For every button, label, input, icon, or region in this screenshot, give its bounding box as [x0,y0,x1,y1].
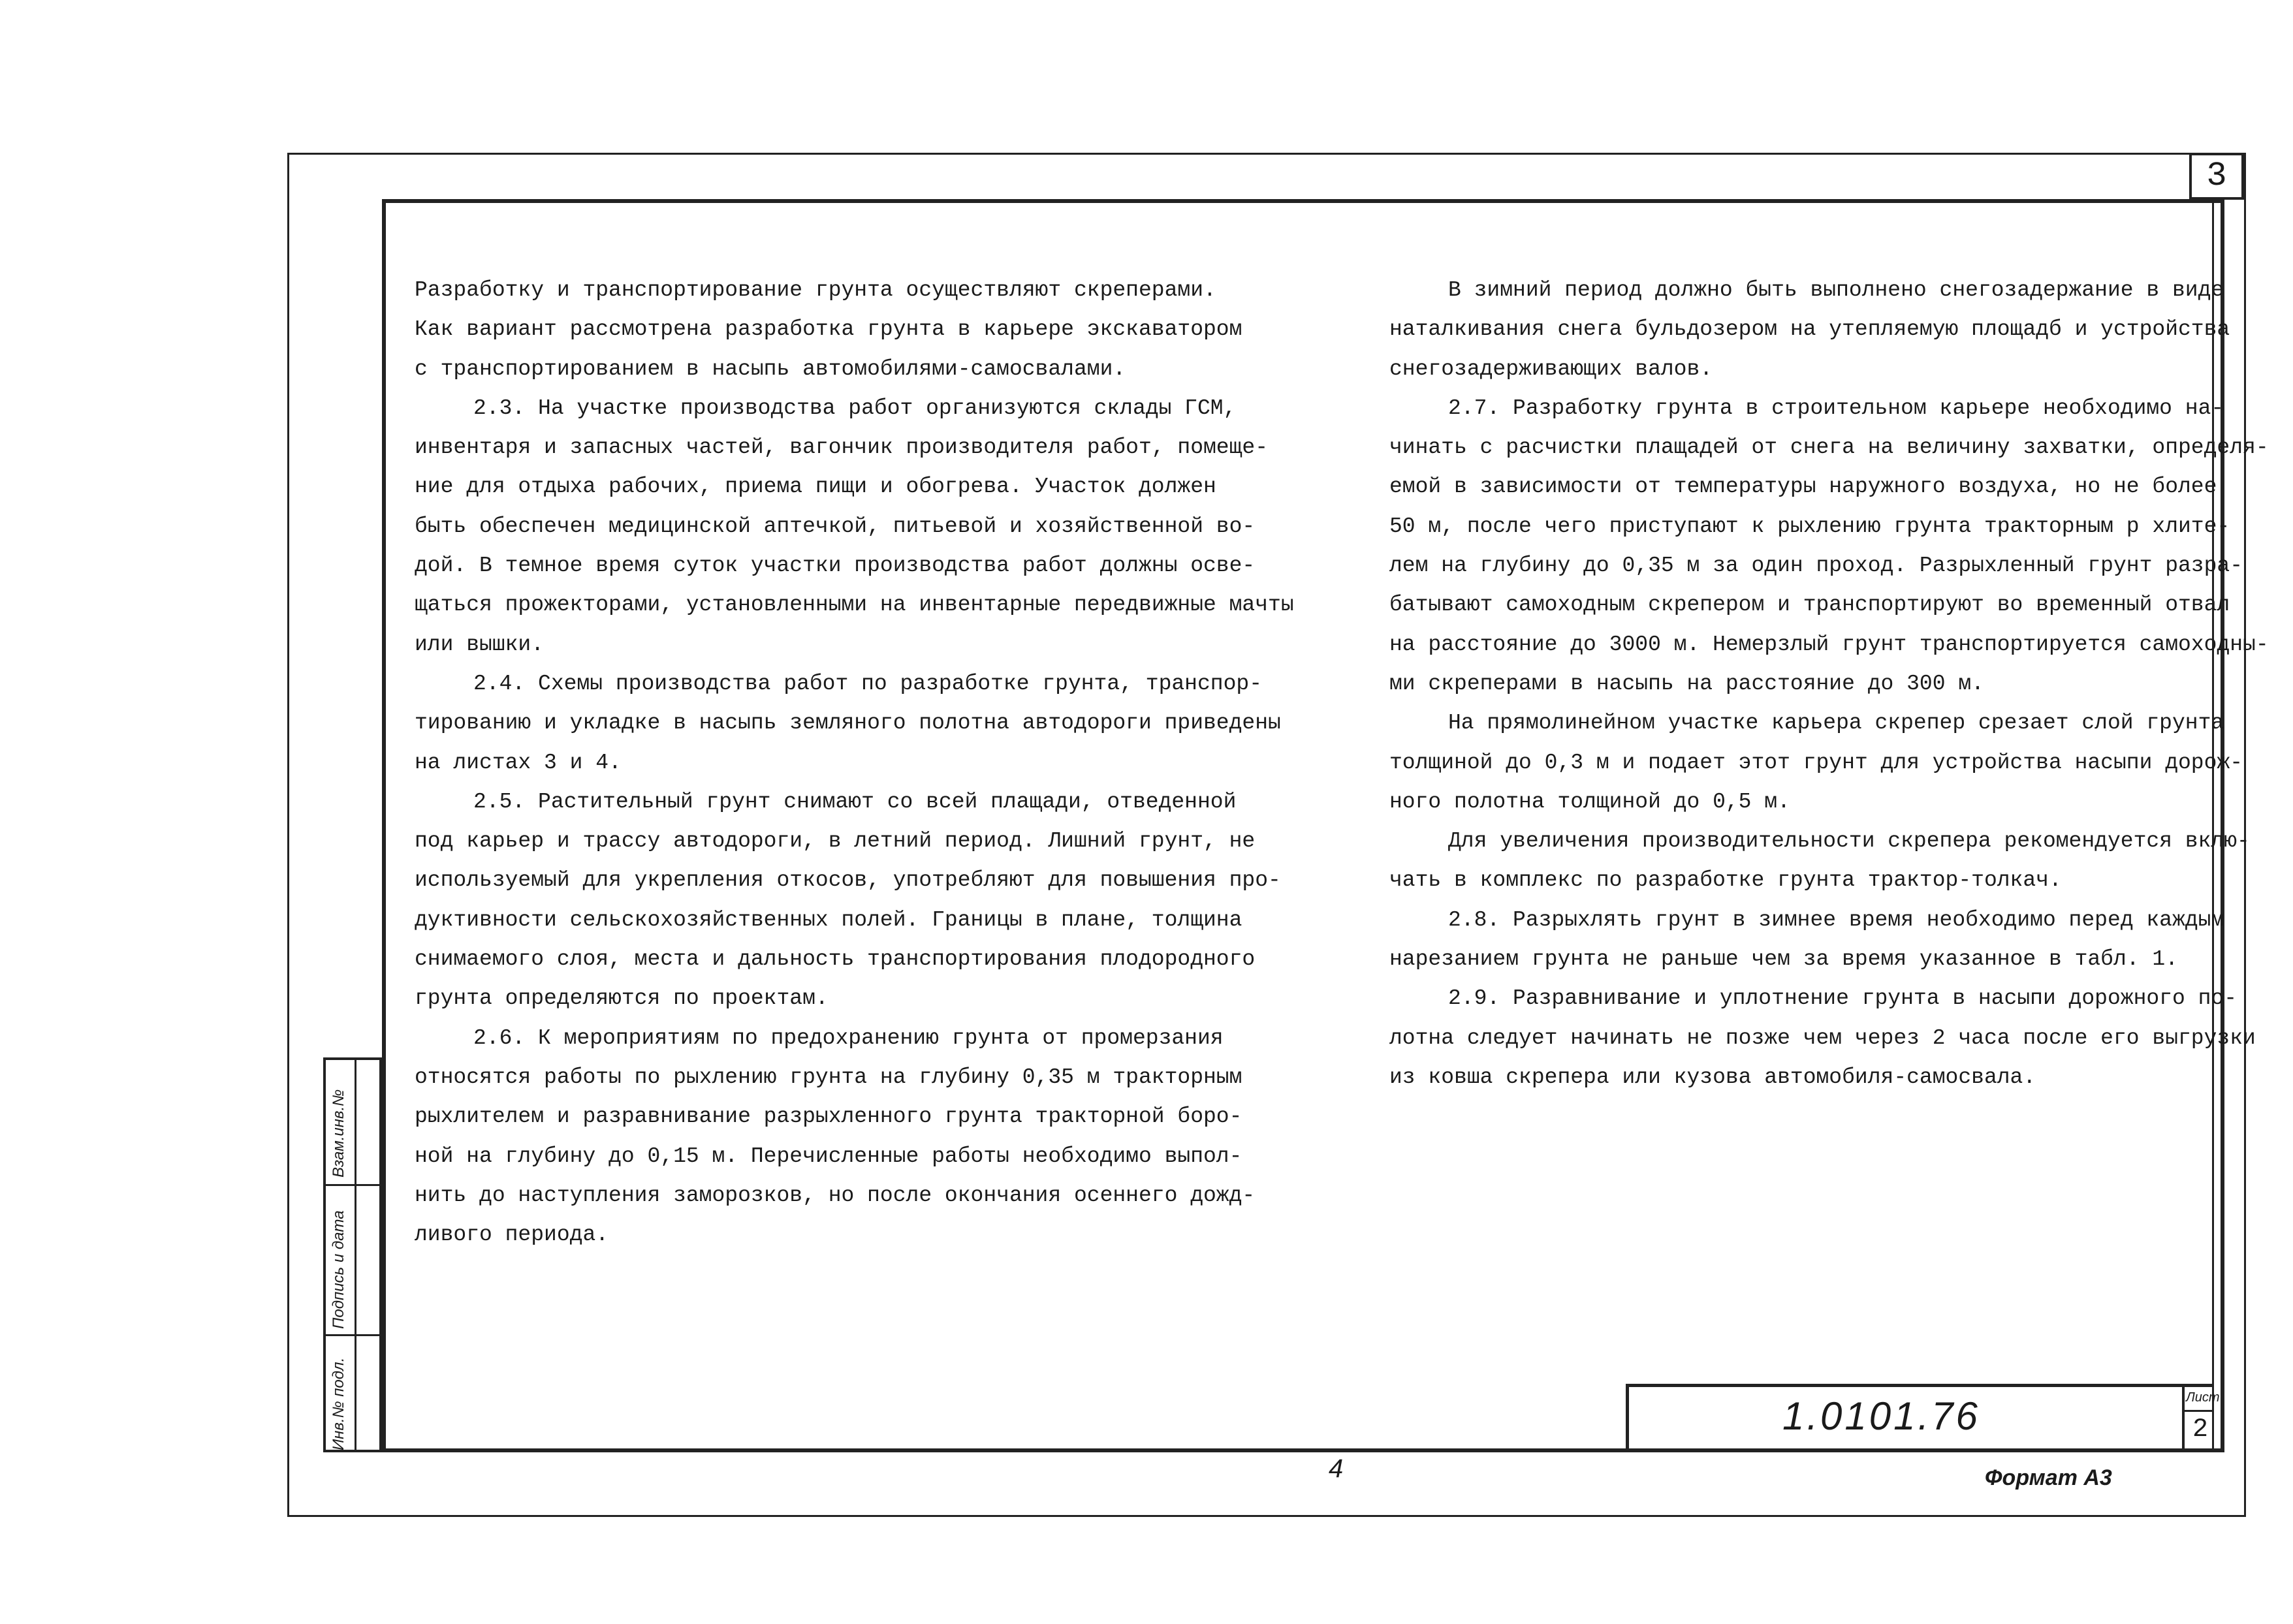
text-line: Как вариант рассмотрена разработка грунта в карьере экскаватором [415,317,1242,342]
vzam-inv-label: Взам.инв.№ [330,1089,347,1178]
text-line: снегозадерживающих валов. [1389,356,1713,381]
text-line: 2.4. Схемы производства работ по разработке грунта, транспор- [473,671,1262,696]
podpis-data-label: Подпись и дата [330,1210,347,1329]
text-line: или вышки. [415,632,545,657]
text-line: емой в зависимости от температуры наружного воздуха, но не более [1389,475,2217,499]
text-line: инвентаря и запасных частей, вагончик производителя работ, помеще- [415,435,1269,460]
text-line: 2.8. Разрыхлять грунт в зимнее время необходимо перед каждым [1448,907,2224,932]
sheet-box-divider [2182,1410,2212,1412]
text-line: В зимний период должно быть выполнено снегозадержание в виде [1448,278,2224,302]
side-stamp [323,1057,382,1452]
text-line: ние для отдыха рабочих, приема пищи и обогрева. Участок должен [415,475,1216,499]
text-line: 2.9. Разравнивание и уплотнение грунта в насыпи дорожного по- [1448,986,2237,1011]
text-line: На прямолинейном участке карьера скрепер срезает слой грунта [1448,711,2224,736]
text-line: лем на глубину до 0,35 м за один проход. Разрыхленный грунт разра- [1389,554,2243,578]
text-line: наталкивания снега бульдозером на утепляемую площадб и устройства [1389,317,2230,342]
text-line: из ковша скрепера или кузова автомобиля-самосвала. [1389,1065,2036,1089]
text-line: 2.3. На участке производства работ организуются склады ГСМ, [473,396,1237,420]
text-line: нарезанием грунта не раньше чем за время указанное в табл. 1. [1389,947,2178,972]
text-line: нить до наступления заморозков, но после окончания осеннего дожд- [415,1183,1256,1208]
text-line: ливого периода. [415,1223,609,1247]
text-line: быть обеспечен медицинской аптечкой, питьевой и хозяйственной во- [415,514,1256,539]
text-line: тированию и укладке в насыпь земляного полотна автодороги приведены [415,711,1281,736]
text-line: чинать с расчистки плащадей от снега на величину захватки, определя- [1389,435,2269,460]
text-line: 2.5. Растительный грунт снимают со всей плащади, отведенной [473,789,1237,814]
text-line: ного полотна толщиной до 0,5 м. [1389,789,1790,814]
right-text-column [1389,271,2269,1097]
text-line: используемый для укрепления откосов, употребляют для повышения про- [415,868,1281,893]
text-line: на расстояние до 3000 м. Немерзлый грунт транспортируется самоходны- [1389,632,2269,657]
text-line: толщиной до 0,3 м и подает этот грунт для устройства насыпи дорож- [1389,750,2243,775]
text-line: лотна следует начинать не позже чем через 2 часа после его выгрузки [1389,1025,2256,1050]
text-line: снимаемого слоя, места и дальность транспортирования плодородного [415,947,1256,972]
text-line: под карьер и трассу автодороги, в летний период. Лишний грунт, не [415,829,1256,854]
text-line: на листах 3 и 4. [415,750,622,775]
text-line: ми скреперами в насыпь на расстояние до 300 м. [1389,671,1984,696]
text-line: грунта определяются по проектам. [415,986,829,1011]
left-text-column [415,271,1294,1255]
format-label: Формат А3 [1985,1465,2112,1490]
text-line: Для увеличения производительности скрепера рекомендуется вклю- [1448,829,2250,854]
text-line: чать в комплекс по разработке грунта трактор-толкач. [1389,868,2062,893]
inv-podl-label: Инв.№ подл. [330,1357,347,1450]
sheet-number-top: 3 [2189,153,2244,200]
text-line: дуктивности сельскохозяйственных полей. Границы в плане, толщина [415,907,1242,932]
sheet-number: 2 [2192,1415,2209,1444]
text-line: с транспортированием в насыпь автомобилями-самосвалами. [415,356,1126,381]
text-line: 2.7. Разработку грунта в строительном карьере необходимо на- [1448,396,2224,420]
text-line: батывают самоходным скрепером и транспортируют во временный отвал [1389,593,2230,617]
text-line: щаться прожекторами, установленными на инвентарные передвижные мачты [415,593,1294,617]
page-number: 4 [1329,1454,1344,1483]
document-code: 1.0101.76 [1782,1394,1980,1438]
text-line: относятся работы по рыхлению грунта на глубину 0,35 м тракторным [415,1065,1242,1089]
text-line: 50 м, после чего приступают к рыхлению грунта тракторным р хлите- [1389,514,2230,539]
text-line: 2.6. К мероприятиям по предохранению грунта от промерзания [473,1025,1224,1050]
text-line: Разработку и транспортирование грунта осуществляют скреперами. [415,278,1216,302]
text-line: рыхлителем и разравнивание разрыхленного грунта тракторной боро- [415,1104,1242,1129]
text-line: ной на глубину до 0,15 м. Перечисленные работы необходимо выпол- [415,1144,1242,1168]
text-line: дой. В темное время суток участки производства работ должны осве- [415,554,1256,578]
sheet-label: Лист [2186,1390,2220,1405]
